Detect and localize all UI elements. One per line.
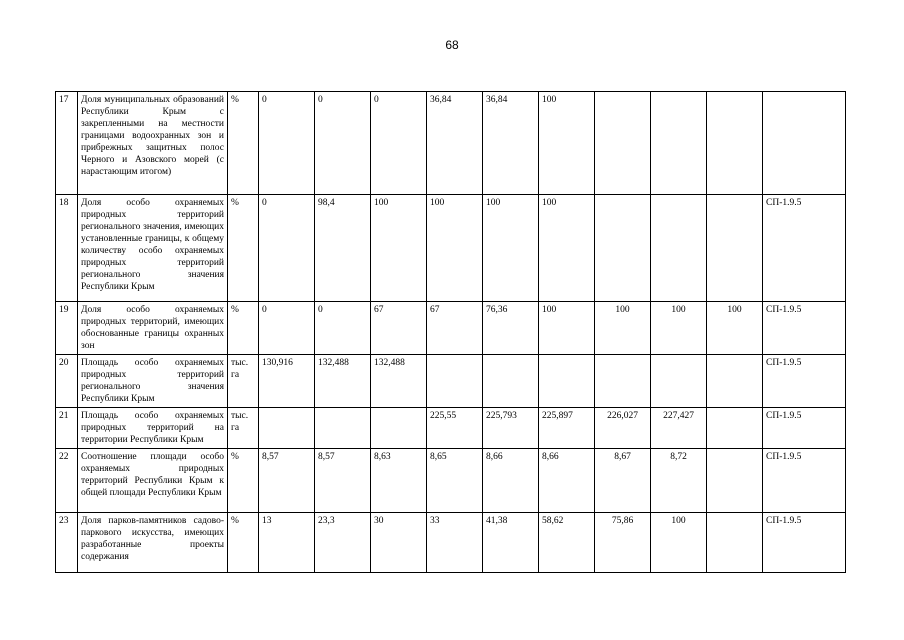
value-cell: 100 bbox=[483, 195, 539, 302]
value-cell: 58,62 bbox=[539, 513, 595, 573]
value-cell: 100 bbox=[651, 513, 707, 573]
row-number-cell: 17 bbox=[56, 92, 78, 195]
indicator-name-cell: Доля муниципальных образований Республики Крым с закрепленными на местности границами водоохранных зон и прибрежных защитных полос Черного и Азовского морей (с нарастающим итогом) bbox=[78, 92, 228, 195]
reference-cell: СП-1.9.5 bbox=[763, 513, 846, 573]
value-cell: 100 bbox=[539, 302, 595, 355]
value-cell: 225,55 bbox=[427, 408, 483, 449]
value-cell bbox=[707, 449, 763, 513]
row-number-cell: 23 bbox=[56, 513, 78, 573]
value-cell: 30 bbox=[371, 513, 427, 573]
unit-cell: % bbox=[228, 513, 259, 573]
unit-cell: % bbox=[228, 92, 259, 195]
value-cell: 132,488 bbox=[315, 355, 371, 408]
value-cell bbox=[539, 355, 595, 408]
value-cell: 8,57 bbox=[259, 449, 315, 513]
reference-cell: СП-1.9.5 bbox=[763, 355, 846, 408]
table-row bbox=[56, 302, 846, 355]
value-cell: 67 bbox=[371, 302, 427, 355]
value-cell bbox=[315, 408, 371, 449]
value-cell: 8,57 bbox=[315, 449, 371, 513]
value-cell bbox=[651, 355, 707, 408]
reference-cell: СП-1.9.5 bbox=[763, 302, 846, 355]
indicator-name-cell: Площадь особо охраняемых природных территорий на территории Республики Крым bbox=[78, 408, 228, 449]
value-cell: 41,38 bbox=[483, 513, 539, 573]
row-number-cell: 22 bbox=[56, 449, 78, 513]
value-cell: 100 bbox=[707, 302, 763, 355]
value-cell bbox=[707, 195, 763, 302]
reference-cell: СП-1.9.5 bbox=[763, 408, 846, 449]
value-cell: 75,86 bbox=[595, 513, 651, 573]
value-cell: 0 bbox=[259, 195, 315, 302]
value-cell: 0 bbox=[315, 302, 371, 355]
value-cell bbox=[427, 355, 483, 408]
value-cell: 8,66 bbox=[539, 449, 595, 513]
value-cell: 8,63 bbox=[371, 449, 427, 513]
unit-cell: % bbox=[228, 449, 259, 513]
value-cell: 13 bbox=[259, 513, 315, 573]
value-cell: 36,84 bbox=[427, 92, 483, 195]
value-cell: 100 bbox=[651, 302, 707, 355]
unit-cell: тыс. га bbox=[228, 355, 259, 408]
value-cell bbox=[259, 408, 315, 449]
reference-cell: СП-1.9.5 bbox=[763, 195, 846, 302]
value-cell: 0 bbox=[259, 302, 315, 355]
value-cell: 100 bbox=[427, 195, 483, 302]
value-cell bbox=[707, 408, 763, 449]
indicator-name-cell: Доля особо охраняемых природных территорий регионального значения, имеющих установленные границы, к общему количеству особо охраняемых природных территорий регионального значения Республики Крым bbox=[78, 195, 228, 302]
indicator-name-cell: Доля особо охраняемых природных территорий, имеющих обоснованные границы охранных зон bbox=[78, 302, 228, 355]
value-cell: 8,67 bbox=[595, 449, 651, 513]
value-cell: 100 bbox=[539, 92, 595, 195]
unit-cell: % bbox=[228, 195, 259, 302]
value-cell bbox=[707, 513, 763, 573]
value-cell bbox=[651, 92, 707, 195]
indicator-name-cell: Площадь особо охраняемых природных территорий регионального значения Республики Крым bbox=[78, 355, 228, 408]
indicator-name-cell: Соотношение площади особо охраняемых природных территорий Республики Крым к общей площади Республики Крым bbox=[78, 449, 228, 513]
value-cell: 36,84 bbox=[483, 92, 539, 195]
value-cell: 0 bbox=[259, 92, 315, 195]
table-row bbox=[56, 449, 846, 513]
value-cell: 98,4 bbox=[315, 195, 371, 302]
value-cell: 100 bbox=[539, 195, 595, 302]
row-number-cell: 21 bbox=[56, 408, 78, 449]
value-cell bbox=[595, 355, 651, 408]
unit-cell: тыс. га bbox=[228, 408, 259, 449]
value-cell: 33 bbox=[427, 513, 483, 573]
table-row bbox=[56, 513, 846, 573]
table-row bbox=[56, 195, 846, 302]
value-cell: 23,3 bbox=[315, 513, 371, 573]
value-cell: 8,66 bbox=[483, 449, 539, 513]
table-row bbox=[56, 355, 846, 408]
row-number-cell: 19 bbox=[56, 302, 78, 355]
indicator-name-cell: Доля парков-памятников садово-паркового искусства, имеющих разработанные проекты содержания bbox=[78, 513, 228, 573]
value-cell bbox=[651, 195, 707, 302]
value-cell: 0 bbox=[315, 92, 371, 195]
value-cell bbox=[371, 408, 427, 449]
value-cell: 100 bbox=[371, 195, 427, 302]
value-cell bbox=[707, 355, 763, 408]
value-cell: 67 bbox=[427, 302, 483, 355]
value-cell: 130,916 bbox=[259, 355, 315, 408]
value-cell: 76,36 bbox=[483, 302, 539, 355]
reference-cell bbox=[763, 92, 846, 195]
table-row bbox=[56, 408, 846, 449]
value-cell: 225,793 bbox=[483, 408, 539, 449]
value-cell: 0 bbox=[371, 92, 427, 195]
value-cell: 8,72 bbox=[651, 449, 707, 513]
indicators-table bbox=[55, 91, 846, 573]
value-cell: 227,427 bbox=[651, 408, 707, 449]
value-cell: 8,65 bbox=[427, 449, 483, 513]
value-cell: 225,897 bbox=[539, 408, 595, 449]
value-cell: 226,027 bbox=[595, 408, 651, 449]
row-number-cell: 20 bbox=[56, 355, 78, 408]
value-cell: 100 bbox=[595, 302, 651, 355]
value-cell: 132,488 bbox=[371, 355, 427, 408]
value-cell bbox=[595, 92, 651, 195]
page-number: 68 bbox=[445, 38, 459, 52]
table-row bbox=[56, 92, 846, 195]
value-cell bbox=[595, 195, 651, 302]
row-number-cell: 18 bbox=[56, 195, 78, 302]
reference-cell: СП-1.9.5 bbox=[763, 449, 846, 513]
unit-cell: % bbox=[228, 302, 259, 355]
value-cell bbox=[483, 355, 539, 408]
value-cell bbox=[707, 92, 763, 195]
